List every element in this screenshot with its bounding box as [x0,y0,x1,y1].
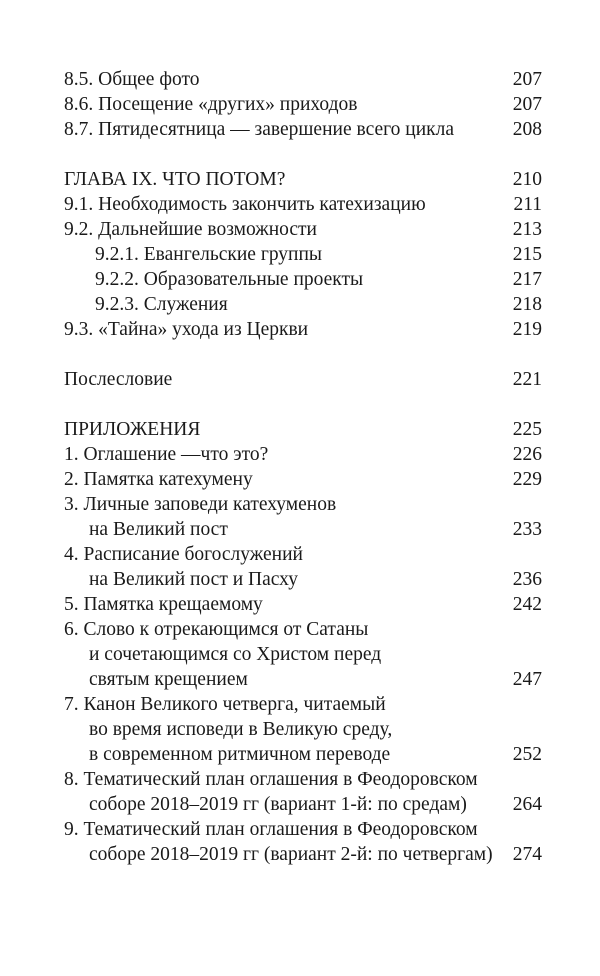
toc-entry-title: соборе 2018–2019 гг (вариант 2-й: по четвергам) [89,844,493,865]
toc-entry-page: 207 [512,94,542,115]
toc-subentry [0,267,600,293]
toc-entry [0,192,600,218]
toc-entry-page: 252 [512,744,542,765]
toc-entry [0,117,600,143]
toc-entry-continuation [0,792,600,818]
toc-entry-continuation [0,742,600,768]
toc-entry-continuation [0,517,600,543]
toc-entry-title: 8.5. Общее фото [64,69,200,90]
toc-entry-page: 218 [512,294,542,315]
toc-entry-continuation [0,667,600,693]
toc-entry-continuation [0,717,600,743]
toc-entry-title: 9.1. Необходимость закончить катехизацию [64,194,426,215]
toc-entry-title: и сочетающимся со Христом перед [89,644,382,665]
toc-entry-page: 210 [512,169,542,190]
toc-entry-title: 7. Канон Великого четверга, читаемый [64,694,386,715]
toc-entry-title: 2. Памятка катехумену [64,469,253,490]
toc-subentry [0,292,600,318]
toc-entry [0,92,600,118]
toc-entry [0,467,600,493]
toc-entry [0,542,600,568]
toc-entry-title: 4. Расписание богослужений [64,544,303,565]
toc-entry [0,817,600,843]
toc-entry-page: 247 [512,669,542,690]
toc-entry-title: на Великий пост [89,519,228,540]
toc-entry [0,217,600,243]
toc-entry [0,317,600,343]
toc-entry-title: соборе 2018–2019 гг (вариант 1-й: по средам) [89,794,467,815]
toc-entry-title: 9. Тематический план оглашения в Феодоровском [64,819,478,840]
toc-entry-title: 3. Личные заповеди катехуменов [64,494,337,515]
toc-entry-title: ПРИЛОЖЕНИЯ [64,419,201,440]
toc-entry-page: 215 [512,244,542,265]
toc-entry-title: Послесловие [64,369,173,390]
toc-entry-page: 225 [512,419,542,440]
toc-entry-title: 9.2. Дальнейшие возможности [64,219,317,240]
toc-entry-afterword [0,367,600,393]
toc-entry-title: 6. Слово к отрекающимся от Сатаны [64,619,369,640]
toc-entry [0,492,600,518]
chapter-heading [0,167,600,193]
toc-entry-title: святым крещением [89,669,248,690]
toc-entry-title: 9.2.2. Образовательные проекты [95,269,364,290]
toc-subentry [0,242,600,268]
toc-entry-page: 221 [512,369,542,390]
toc-entry-title: 9.3. «Тайна» ухода из Церкви [64,319,309,340]
toc-entry [0,67,600,93]
toc-entry [0,617,600,643]
toc-entry-page: 229 [512,469,542,490]
appendix-heading [0,417,600,443]
toc-entry-page: 207 [512,69,542,90]
toc-entry-title: 1. Оглашение —что это? [64,444,269,465]
toc-entry-title: во время исповеди в Великую среду, [89,719,393,740]
toc-entry-continuation [0,642,600,668]
toc-entry-page: 213 [512,219,542,240]
toc-entry-page: 219 [512,319,542,340]
toc-entry-title: 8. Тематический план оглашения в Феодоровском [64,769,478,790]
toc-entry-page: 264 [512,794,542,815]
toc-entry [0,692,600,718]
toc-entry-page: 236 [512,569,542,590]
toc-entry-page: 217 [512,269,542,290]
toc-entry-page: 233 [512,519,542,540]
toc-entry-page: 226 [512,444,542,465]
toc-entry [0,592,600,618]
toc-entry-title: 8.7. Пятидесятница — завершение всего цикла [64,119,454,140]
toc-entry-title: 9.2.3. Служения [95,294,228,315]
toc-entry-continuation [0,842,600,868]
toc-entry-title: в современном ритмичном переводе [89,744,391,765]
toc-entry-title: на Великий пост и Пасху [89,569,298,590]
toc-entry [0,767,600,793]
toc-entry-page: 211 [513,194,542,215]
toc-entry-title: 9.2.1. Евангельские группы [95,244,323,265]
toc-entry-page: 242 [512,594,542,615]
toc-entry [0,442,600,468]
toc-entry-title: 8.6. Посещение «других» приходов [64,94,358,115]
toc-entry-page: 208 [512,119,542,140]
toc-entry-title: ГЛАВА IX. ЧТО ПОТОМ? [64,169,286,190]
toc-entry-continuation [0,567,600,593]
toc-entry-title: 5. Памятка крещаемому [64,594,263,615]
toc-entry-page: 274 [512,844,542,865]
